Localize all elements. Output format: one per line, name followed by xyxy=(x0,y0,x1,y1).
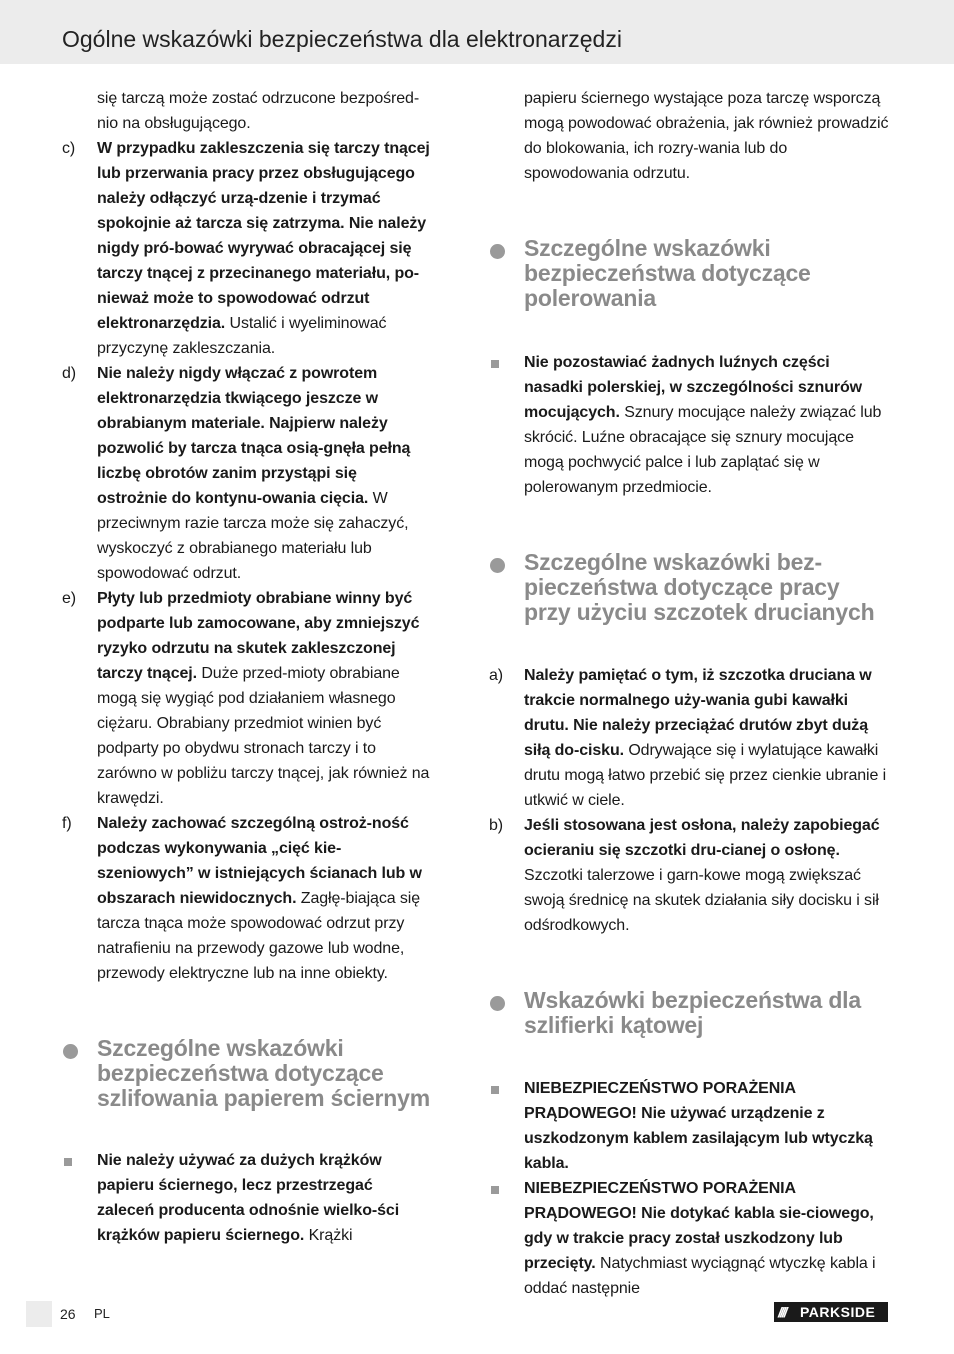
square-bullet-icon xyxy=(491,1086,499,1094)
bold-text: Jeśli stosowana jest osłona, należy zapobiegać ocieraniu się szczotki dru-cianej o osłonę. xyxy=(524,817,880,859)
list-item-e xyxy=(62,586,430,811)
language-code: PL xyxy=(94,1306,110,1321)
list-marker: b) xyxy=(489,817,504,834)
body-text: Sznury mocujące należy związać lub skrócić. Luźne obracające się sznury mocujące mogą pochwycić palce i lub zaplątać się w polerowanym przedmiocie. xyxy=(524,404,882,496)
page-number-box xyxy=(26,1301,52,1327)
body-text: Ustalić i wyeliminować przyczynę zakleszczania. xyxy=(97,315,387,357)
bullet-item xyxy=(62,1148,430,1248)
bold-text: Płyty lub przedmioty obrabiane winny być podparte lub zamocowane, aby zmniejszyć ryzyko odrzutu na skutek zakleszczonej tarczy tnącej. xyxy=(97,590,420,682)
bold-text: NIEBEZPIECZEŃSTWO PORAŻENIA PRĄDOWEGO! Nie używać urządzenie z uszkodzonym kablem zasilającym lub wtyczką kabla. xyxy=(524,1080,873,1172)
bullet-item xyxy=(489,350,889,500)
bold-text: Nie należy używać za dużych krążków papieru ściernego, lecz przestrzegać zaleceń producenta odnośnie wielko-ści krążków papieru ściernego. xyxy=(97,1152,400,1244)
right-column xyxy=(489,86,889,1301)
left-column xyxy=(62,86,430,1248)
section-heading-text: Wskazówki bezpieczeństwa dla szlifierki kątowej xyxy=(524,987,861,1038)
page-title: Ogólne wskazówki bezpieczeństwa dla elektronarzędzi xyxy=(62,26,622,52)
list-item-c xyxy=(62,136,430,361)
body-text: W przeciwnym razie tarcza może się zahaczyć, wyskoczyć z obrabianego materiału lub spowodować odrzut. xyxy=(97,490,409,582)
section-heading-sanding xyxy=(62,1036,430,1111)
bold-text: Nie należy nigdy włączać z powrotem elektronarzędzia tkwiącego jeszcze w obrabianym materiale. Najpierw należy pozwolić by tarcza tnąca osią-gnęła pełną liczbę obrotów zanim przystąpi się ostrożnie do kontynu-owania cięcia. xyxy=(97,365,411,507)
bullet-item xyxy=(489,1076,889,1176)
body-text: Natychmiast wyciągnąć wtyczkę kabla i oddać następnie xyxy=(524,1255,876,1297)
bullet-dot-icon xyxy=(490,558,505,573)
left-intro-text: się tarczą może zostać odrzucone bezpośred-nio na obsługującego. xyxy=(97,90,420,132)
page-header xyxy=(0,0,954,64)
body-text: Szczotki talerzowe i garn-kowe mogą zwiększać swoją średnicę na skutek działania siły docisku i sił odśrodkowych. xyxy=(524,867,879,934)
bold-text: Nie pozostawiać żadnych luźnych części nasadki polerskiej, w szczególności sznurów mocujących. xyxy=(524,354,863,421)
bold-text: W przypadku zakleszczenia się tarczy tnącej lub przerwania pracy przez obsługującego należy odłączyć urzą-dzenie i trzymać spokojnie aż tarcza się zatrzyma. Nie należy nigdy pró-bować wyrywać obracającej się tarczy tnącej z przecinanego materiału, po-nieważ może to spowodować odrzut elektronarzędzia. xyxy=(97,140,430,332)
list-marker: d) xyxy=(62,365,77,382)
bold-text: Należy zachować szczególną ostroż-ność podczas wykonywania „cięć kie-szeniowych” w istniejących ścianach lub w obszarach niewidocznych. xyxy=(97,815,422,907)
bullet-item xyxy=(489,1176,889,1301)
body-text: Odrywające się i wylatujące kawałki drutu mogą łatwo przebić się przez cienkie ubranie i utkwić w ciele. xyxy=(524,742,887,809)
logo-text: PARKSIDE xyxy=(800,1304,876,1320)
list-marker: e) xyxy=(62,590,77,607)
list-item-d xyxy=(62,361,430,586)
section-heading-angle-grinder xyxy=(489,988,889,1038)
section-heading-text: Szczególne wskazówki bez-pieczeństwa dotyczące pracy przy użyciu szczotek drucianych xyxy=(524,549,875,625)
section-heading-polishing xyxy=(489,236,889,311)
bullet-dot-icon xyxy=(63,1044,78,1059)
bullet-dot-icon xyxy=(490,244,505,259)
list-marker: a) xyxy=(489,667,504,684)
square-bullet-icon xyxy=(491,360,499,368)
bullet-dot-icon xyxy=(490,996,505,1011)
bold-text: Należy pamiętać o tym, iż szczotka druciana w trakcie normalnego uży-wania gubi kawałki drutu. Nie należy przeciążać drutów zbyt dużą siłą do-cisku. xyxy=(524,667,872,759)
section-heading-wire-brushes xyxy=(489,550,889,625)
bold-text: NIEBEZPIECZEŃSTWO PORAŻENIA PRĄDOWEGO! Nie dotykać kabla sie-ciowego, gdy w trakcie pracy został uszkodzony lub przecięty. xyxy=(524,1180,874,1272)
right-intro-text: papieru ściernego wystające poza tarczę wsporczą mogą powodować obrażenia, jak również prowadzić do blokowania, ich rozry-wania lub do spowodowania odrzutu. xyxy=(524,90,889,182)
page-number: 26 xyxy=(60,1306,76,1322)
body-text: Krążki xyxy=(304,1227,353,1244)
list-item-a xyxy=(489,663,889,813)
parkside-logo xyxy=(774,1302,888,1322)
square-bullet-icon xyxy=(64,1158,72,1166)
list-marker: c) xyxy=(62,140,76,157)
list-item-f xyxy=(62,811,430,986)
body-text: Duże przed-mioty obrabiane mogą się wygiąć pod działaniem własnego ciężaru. Obrabiany przedmiot winien być podparty po obydwu stronach tarczy i to zarówno w pobliżu tarczy tnącej, jak również na krawędzi. xyxy=(97,665,430,807)
list-item-b xyxy=(489,813,889,938)
section-heading-text: Szczególne wskazówki bezpieczeństwa dotyczące polerowania xyxy=(524,235,811,311)
square-bullet-icon xyxy=(491,1186,499,1194)
logo-stripes-icon: //// xyxy=(778,1304,786,1320)
list-marker: f) xyxy=(62,815,72,832)
body-text: Zagłę-biająca się tarcza tnąca może spowodować odrzut przy natrafieniu na przewody gazowe lub wodne, przewody elektryczne lub na inne obiekty. xyxy=(97,890,421,982)
section-heading-text: Szczególne wskazówki bezpieczeństwa dotyczące szlifowania papierem ściernym xyxy=(97,1035,430,1111)
